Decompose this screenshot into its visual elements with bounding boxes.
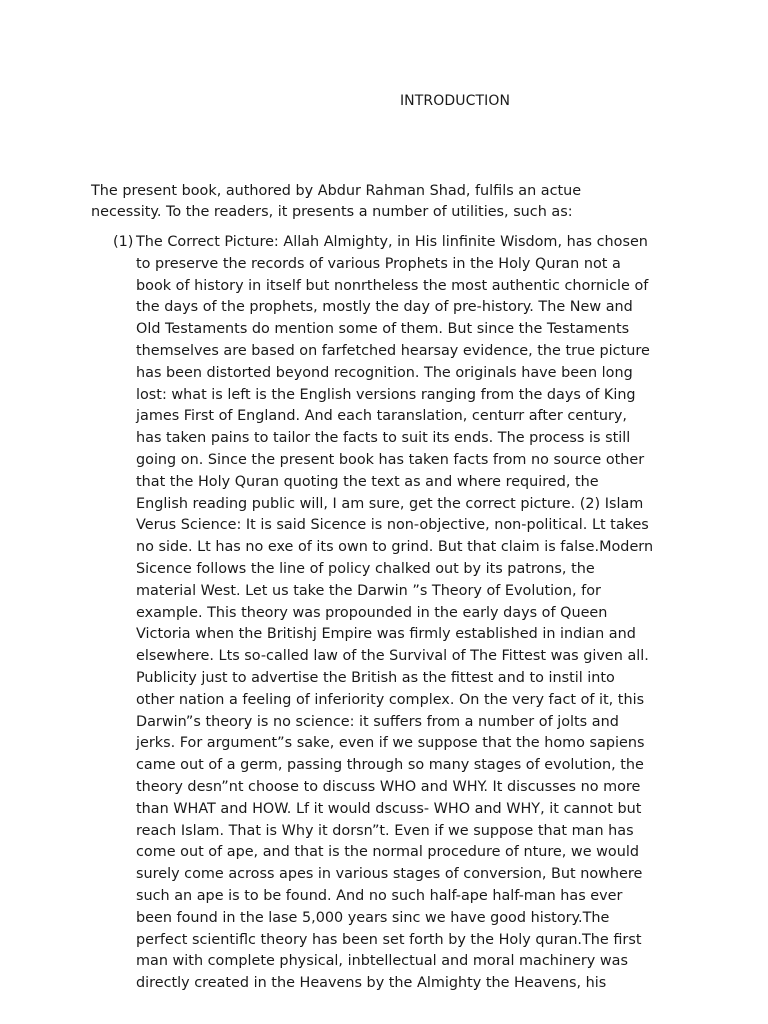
item-line: than WHAT and HOW. Lf it would dscuss- WHO and WHY, it cannot but (136, 800, 642, 817)
item-paragraph (136, 232, 696, 995)
item-line: Old Testaments do mention some of them. But since the Testaments (136, 321, 630, 338)
item-line: example. This theory was propounded in the early days of Queen (136, 604, 608, 621)
page-title: INTRODUCTION (399, 93, 511, 109)
item-line: lost: what is left is the English versions ranging from the days of King (136, 386, 636, 403)
item-line: directly created in the Heavens by the Almighty the Heavens, his (136, 975, 607, 992)
item-line: Publicity just to advertise the British as the fittest and to instil into (136, 669, 615, 686)
item-line: has been distorted beyond recognition. The originals have been long (136, 364, 633, 381)
item-line: Victoria when the Britishj Empire was firmly established in indian and (136, 626, 636, 643)
item-line: the days of the prophets, mostly the day of pre-history. The New and (136, 299, 633, 316)
item-line: other nation a feeling of inferiority complex. On the very fact of it, this (136, 691, 645, 708)
item-number: (1) (113, 234, 134, 250)
item-line: The Correct Picture: Allah Almighty, in His linfinite Wisdom, has chosen (136, 234, 648, 250)
item-line: Darwin”s theory is no science: it suffers from a number of jolts and (136, 713, 619, 730)
item-line: no side. Lt has no exe of its own to grind. But that claim is false.Modern (136, 539, 654, 556)
item-line: perfect scientiflc theory has been set forth by the Holy quran.The first (136, 931, 642, 948)
item-line: book of history in itself but nonrtheless the most authentic chornicle of (136, 277, 649, 294)
item-line: going on. Since the present book has taken facts from no source other (136, 451, 645, 468)
item-line: james First of England. And each taranslation, centurr after century, (136, 408, 628, 425)
intro-paragraph (91, 181, 691, 222)
item-line: has taken pains to tailor the facts to suit its ends. The process is still (136, 430, 631, 447)
item-line: came out of a germ, passing through so many stages of evolution, the (136, 757, 644, 774)
item-line: reach Islam. That is Why it dorsn”t. Even if we suppose that man has (136, 822, 634, 839)
item-line: Sicence follows the line of policy chalked out by its patrons, the (136, 560, 595, 577)
item-line: such an ape is to be found. And no such half-ape half-man has ever (136, 887, 623, 904)
item-line: themselves are based on farfetched hearsay evidence, the true picture (136, 342, 650, 359)
item-line: to preserve the records of various Prophets in the Holy Quran not a (136, 255, 621, 272)
item-line: been found in the lase 5,000 years sinc we have good history.The (136, 909, 610, 926)
intro-line: The present book, authored by Abdur Rahman Shad, fulfils an actue (91, 183, 582, 199)
item-line: English reading public will, I am sure, get the correct picture. (2) Islam (136, 495, 644, 512)
item-line: material West. Let us take the Darwin ”s Theory of Evolution, for (136, 582, 601, 599)
item-line: come out of ape, and that is the normal procedure of nture, we would (136, 844, 639, 861)
item-line: jerks. For argument”s sake, even if we suppose that the homo sapiens (136, 735, 645, 752)
item-line: man with complete physical, inbtellectual and moral machinery was (136, 953, 628, 970)
item-line: that the Holy Quran quoting the text as and where required, the (136, 473, 599, 490)
item-line: elsewhere. Lts so-called law of the Survival of The Fittest was given all. (136, 648, 649, 665)
item-line: surely come across apes in various stages of conversion, But nowhere (136, 866, 643, 883)
intro-line: necessity. To the readers, it presents a number of utilities, such as: (91, 203, 573, 220)
item-line: Verus Science: It is said Sicence is non-objective, non-political. Lt takes (136, 517, 649, 534)
item-line: theory desn”nt choose to discuss WHO and WHY. It discusses no more (136, 778, 641, 795)
